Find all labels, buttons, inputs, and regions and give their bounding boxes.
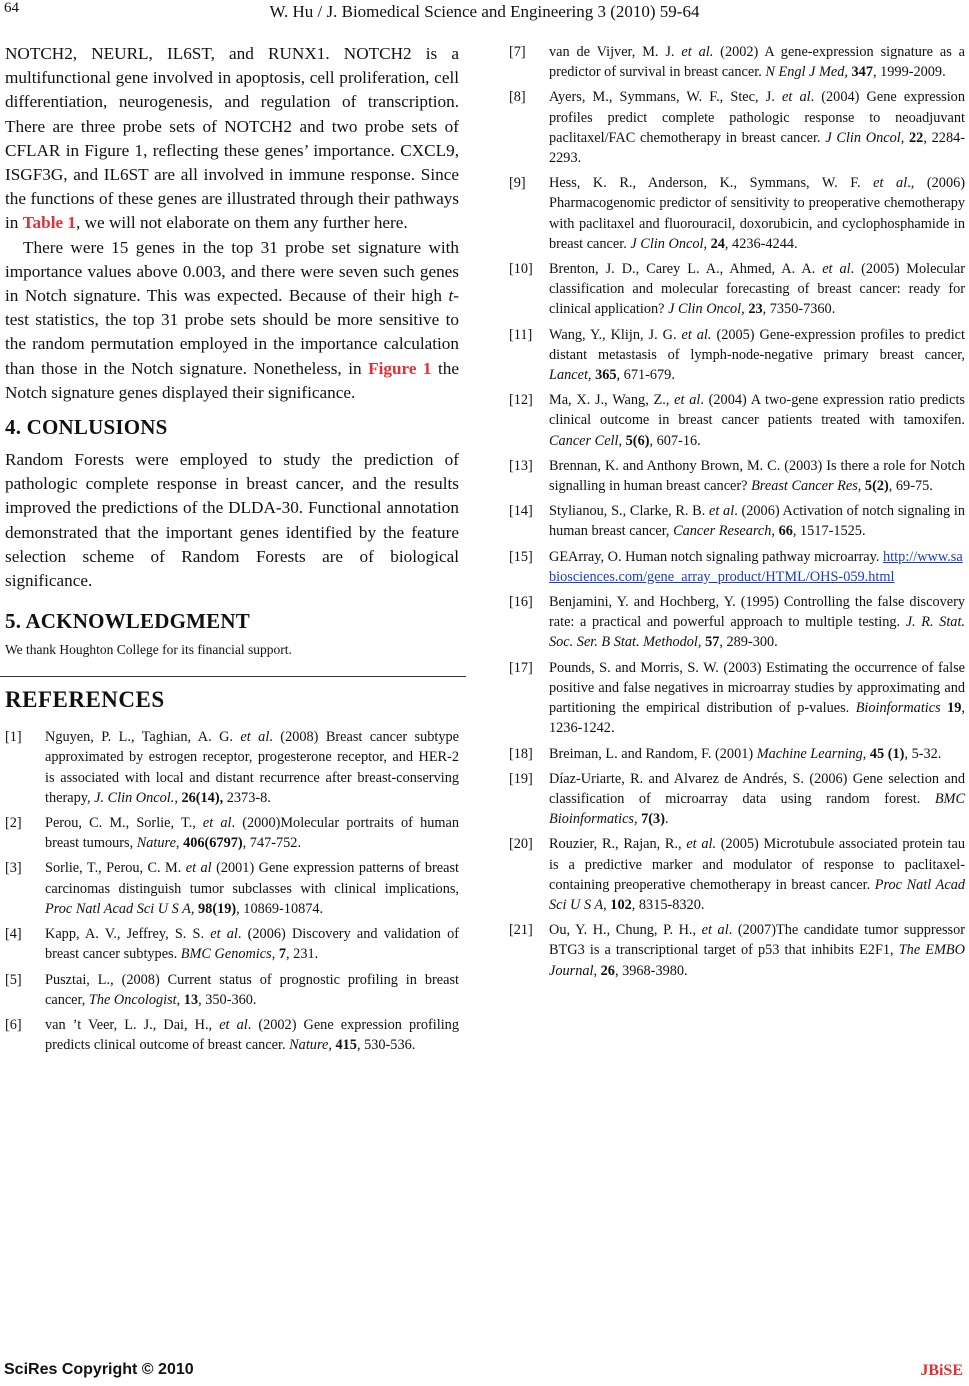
ref-number: [19] bbox=[509, 770, 533, 787]
ref-number: [3] bbox=[5, 860, 22, 877]
reference-item bbox=[509, 390, 965, 451]
ref-number: [16] bbox=[509, 594, 533, 611]
footer-copyright: SciRes Copyright © 2010 bbox=[4, 1361, 194, 1378]
reference-item bbox=[509, 42, 965, 82]
reference-item bbox=[5, 813, 459, 853]
ref-text: Nguyen, P. L., Taghian, A. G. et al. (2008) Breast cancer subtype approximated by estrogen receptor, progesterone receptor, and HER-2 is associated with local and distant recurrence after breast-conserving therapy, J. Clin Oncol., 26(14), 2373-8. bbox=[45, 729, 460, 806]
ref-number: [13] bbox=[509, 457, 533, 474]
page-number: 64 bbox=[4, 0, 19, 16]
ref-text: Pounds, S. and Morris, S. W. (2003) Estimating the occurrence of false positive and false negatives in microarray studies by approximating and partitioning the empirical distribution of p-values. Bioinformatics 19, 1236-1242. bbox=[549, 659, 966, 737]
reference-item bbox=[509, 547, 965, 587]
paragraph-text: -test statistics, the top 31 probe sets should be more sensitive to the random permutation employed in the importance calculation than those in the Notch signature. Nonetheless, in bbox=[5, 286, 459, 378]
reference-item bbox=[509, 325, 965, 386]
reference-item bbox=[5, 858, 459, 919]
paragraph-text: NOTCH2, NEURL, IL6ST, and RUNX1. NOTCH2 is a multifunctional gene involved in apoptosis, cell proliferation, cell differentiation, neurogenesis, and regulation of transcription. There are three probe sets of NOTCH2 and two probe sets of CFLAR in Figure 1, reflecting these genes’ importance. CXCL9, ISGF3G, and IL6ST are all involved in immune response. Since the functions of these genes are illustrated through their pathways in bbox=[5, 44, 459, 233]
reference-item bbox=[509, 173, 965, 254]
ref-number: [8] bbox=[509, 89, 526, 106]
figure-1-link[interactable]: Figure 1 bbox=[368, 358, 432, 378]
paragraph-text: There were 15 genes in the top 31 probe set signature with importance values above 0.003, and there were seven such genes in Notch signature. This was expected. Because of their high bbox=[5, 237, 459, 306]
ref-text: Brennan, K. and Anthony Brown, M. C. (2003) Is there a role for Notch signalling in human breast cancer? Breast Cancer Res, 5(2), 69-75. bbox=[549, 457, 965, 495]
reference-item bbox=[509, 920, 965, 981]
references-heading: REFERENCES bbox=[5, 687, 165, 713]
ref-number: [5] bbox=[5, 971, 22, 988]
running-head: W. Hu / J. Biomedical Science and Engineering 3 (2010) 59-64 bbox=[269, 2, 700, 21]
ref-text: Ayers, M., Symmans, W. F., Stec, J. et al. (2004) Gene expression profiles predict complete pathologic response to neoadjuvant paclitaxel/FAC chemotherapy in breast cancer. J Clin Oncol, 22, 2284-2293. bbox=[549, 89, 965, 167]
ref-number: [21] bbox=[509, 922, 533, 939]
reference-item bbox=[509, 834, 965, 915]
ref-number: [7] bbox=[509, 44, 526, 60]
reference-item bbox=[509, 744, 965, 764]
sabiosciences-link[interactable]: http://www.sabiosciences.com/gene_array_product/HTML/OHS-059.html bbox=[549, 548, 963, 585]
table-1-link[interactable]: Table 1 bbox=[22, 213, 77, 233]
reference-item bbox=[509, 259, 965, 320]
ref-number: [2] bbox=[5, 815, 22, 832]
reference-item bbox=[5, 727, 459, 808]
ref-text: Kapp, A. V., Jeffrey, S. S. et al. (2006) Discovery and validation of breast cancer subtypes. BMC Genomics, 7, 231. bbox=[45, 926, 459, 963]
ref-number: [20] bbox=[509, 836, 533, 853]
ref-number: [11] bbox=[509, 326, 533, 343]
acknowledgment-heading: 5. ACKNOWLEDGMENT bbox=[5, 609, 250, 634]
ref-number: [10] bbox=[509, 261, 533, 278]
ref-number: [14] bbox=[509, 503, 533, 520]
ref-text: Ou, Y. H., Chung, P. H., et al. (2007)The candidate tumor suppressor BTG3 is a transcriptional target of p53 that inhibits E2F1, The EMBO Journal, 26, 3968-3980. bbox=[549, 922, 966, 979]
reference-item bbox=[509, 769, 965, 830]
ref-text: Perou, C. M., Sorlie, T., et al. (2000)Molecular portraits of human breast tumours, Nature, 406(6797), 747-752. bbox=[45, 815, 460, 852]
reference-item bbox=[509, 592, 965, 653]
ref-number: [17] bbox=[509, 659, 533, 676]
reference-item bbox=[509, 501, 965, 541]
ref-text: Ma, X. J., Wang, Z., et al. (2004) A two-gene expression ratio predicts clinical outcome in breast cancer patients treated with tamoxifen. Cancer Cell, 5(6), 607-16. bbox=[549, 392, 965, 449]
acknowledgment-text: We thank Houghton College for its financial support. bbox=[5, 642, 292, 658]
left-column bbox=[5, 42, 459, 1060]
reference-item bbox=[5, 924, 459, 964]
ref-number: [15] bbox=[509, 548, 533, 565]
reference-item bbox=[509, 87, 965, 168]
ref-text: van ’t Veer, L. J., Dai, H., et al. (2002) Gene expression profiling predicts clinical outcome of breast cancer. Nature, 415, 530-536. bbox=[45, 1016, 459, 1054]
ref-number: [18] bbox=[509, 745, 533, 762]
right-column bbox=[509, 42, 965, 986]
ref-text: Stylianou, S., Clarke, R. B. et al. (2006) Activation of notch signaling in human breast cancer, Cancer Research, 66, 1517-1525. bbox=[549, 503, 965, 540]
ref-text: Sorlie, T., Perou, C. M. et al (2001) Gene expression patterns of breast carcinomas distinguish tumor subclasses with clinical implications, Proc Natl Acad Sci U S A, 98(19), 10869-10874. bbox=[45, 860, 459, 917]
divider bbox=[0, 676, 466, 677]
ref-number: [12] bbox=[509, 392, 533, 409]
ref-text: Wang, Y., Klijn, J. G. et al. (2005) Gene-expression profiles to predict distant metastasis of lymph-node-negative primary breast cancer, Lancet, 365, 671-679. bbox=[549, 326, 965, 384]
italic-t: t bbox=[448, 286, 454, 306]
conclusions-heading: 4. CONLUSIONS bbox=[5, 415, 168, 440]
ref-number: [4] bbox=[5, 926, 22, 943]
ref-text: Benjamini, Y. and Hochberg, Y. (1995) Controlling the false discovery rate: a practical and powerful approach to multiple testing. J. R. Stat. Soc. Ser. B Stat. Methodol, 57, 289-300. bbox=[549, 594, 965, 651]
reference-item bbox=[5, 1015, 459, 1055]
paragraph-text: the Notch signature genes displayed their significance. bbox=[5, 358, 460, 402]
reference-item bbox=[5, 970, 459, 1010]
reference-item bbox=[509, 658, 965, 739]
ref-text: Brenton, J. D., Carey L. A., Ahmed, A. A. et al. (2005) Molecular classification and molecular forecasting of breast cancer: ready for clinical application? J Clin Oncol, 23, 7350-7360. bbox=[549, 261, 966, 318]
ref-text: Díaz-Uriarte, R. and Alvarez de Andrés, S. (2006) Gene selection and classification of microarray data using random forest. BMC Bioinformatics, 7(3). bbox=[549, 770, 965, 828]
ref-text: Hess, K. R., Anderson, K., Symmans, W. F. et al., (2006) Pharmacogenomic predictor of sensitivity to preoperative chemotherapy with paclitaxel and fluorouracil, doxorubicin, and cyclophosphamide in breast cancer. J Clin Oncol, 24, 4236-4244. bbox=[549, 175, 966, 252]
reference-item bbox=[509, 456, 965, 496]
ref-number: [9] bbox=[509, 175, 526, 192]
conclusions-paragraph: Random Forests were employed to study the prediction of pathologic complete response in breast cancer, and the results improved the predictions of the DLDA-30. Functional annotation demonstrated that the important genes identified by the feature selection scheme of Random Forests are of biological significance. bbox=[5, 450, 459, 591]
ref-number: [6] bbox=[5, 1016, 22, 1033]
ref-text: Rouzier, R., Rajan, R., et al. (2005) Microtubule associated protein tau is a predictive marker and modulator of response to paclitaxel-containing preoperative chemotherapy in breast cancer. Proc Natl Acad Sci U S A, 102, 8315-8320. bbox=[549, 836, 965, 913]
footer-journal: JBiSE bbox=[920, 1362, 963, 1379]
paragraph-notch2 bbox=[5, 42, 459, 236]
ref-number: [1] bbox=[5, 729, 22, 746]
ref-text: Pusztai, L., (2008) Current status of prognostic profiling in breast cancer, The Oncologist, 13, 350-360. bbox=[45, 971, 459, 1008]
ref-text: Breiman, L. and Random, F. (2001) Machine Learning, 45 (1), 5-32. bbox=[549, 745, 942, 762]
paragraph-text: , we will not elaborate on them any further here. bbox=[76, 213, 408, 233]
ref-text: GEArray, O. Human notch signaling pathway microarray. http://www.sabiosciences.com/gene_array_product/HTML/OHS-059.html bbox=[549, 548, 963, 585]
ref-text: van de Vijver, M. J. et al. (2002) A gene-expression signature as a predictor of survival in breast cancer. N Engl J Med, 347, 1999-2009. bbox=[549, 44, 966, 81]
paragraph-signature bbox=[5, 236, 459, 405]
